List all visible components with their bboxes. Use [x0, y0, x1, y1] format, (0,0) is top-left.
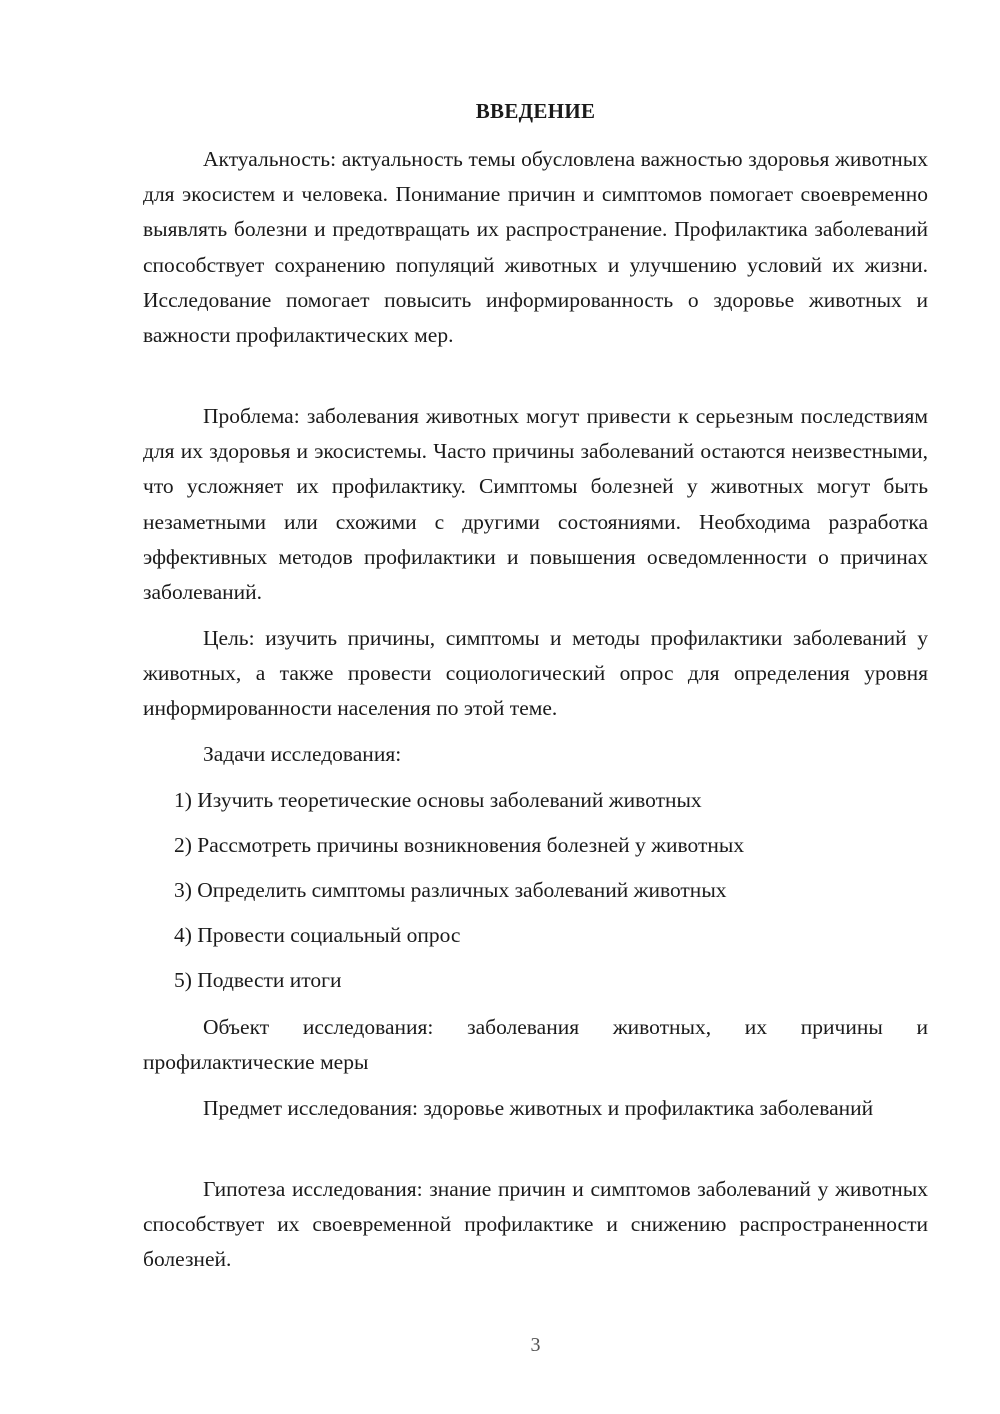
task-item: 2) Рассмотреть причины возникновения болезней у животных — [174, 833, 745, 857]
subject-paragraph: Предмет исследования: здоровье животных и профилактика заболеваний — [203, 1096, 874, 1120]
task-item: 4) Провести социальный опрос — [174, 923, 461, 947]
task-item: 3) Определить симптомы различных заболеваний животных — [174, 878, 727, 902]
task-item: 5) Подвести итоги — [174, 968, 342, 992]
page-number: 3 — [530, 1334, 541, 1356]
document-page — [143, 0, 928, 1414]
tasks-heading: Задачи исследования: — [203, 742, 402, 766]
hypothesis-paragraph: Гипотеза исследования: знание причин и симптомов заболеваний у животных способствует их своевременной профилактике и снижению распространенности болезней. — [143, 1177, 928, 1272]
goal-paragraph: Цель: изучить причины, симптомы и методы профилактики заболеваний у животных, а также провести социологический опрос для определения уровня информированности населения по этой теме. — [143, 626, 928, 721]
relevance-paragraph: Актуальность: актуальность темы обусловлена важностью здоровья животных для экосистем и человека. Понимание причин и симптомов помогает своевременно выявлять болезни и предотвращать их распространение. Профилактика заболеваний способствует сохранению популяций животных и улучшению условий их жизни. Исследование помогает повысить информированность о здоровье животных и важности профилактических мер. — [143, 147, 928, 348]
page-title: ВВЕДЕНИЕ — [475, 99, 596, 123]
problem-paragraph: Проблема: заболевания животных могут привести к серьезным последствиям для их здоровья и экосистемы. Часто причины заболеваний остаются неизвестными, что усложняет их профилактику. Симптомы болезней у животных могут быть незаметными или схожими с другими состояниями. Необходима разработка эффективных методов профилактики и повышения осведомленности о причинах заболеваний. — [143, 404, 928, 605]
object-paragraph: Объект исследования: заболевания животных, их причины и профилактические меры — [143, 1015, 928, 1075]
task-item: 1) Изучить теоретические основы заболеваний животных — [174, 788, 702, 812]
